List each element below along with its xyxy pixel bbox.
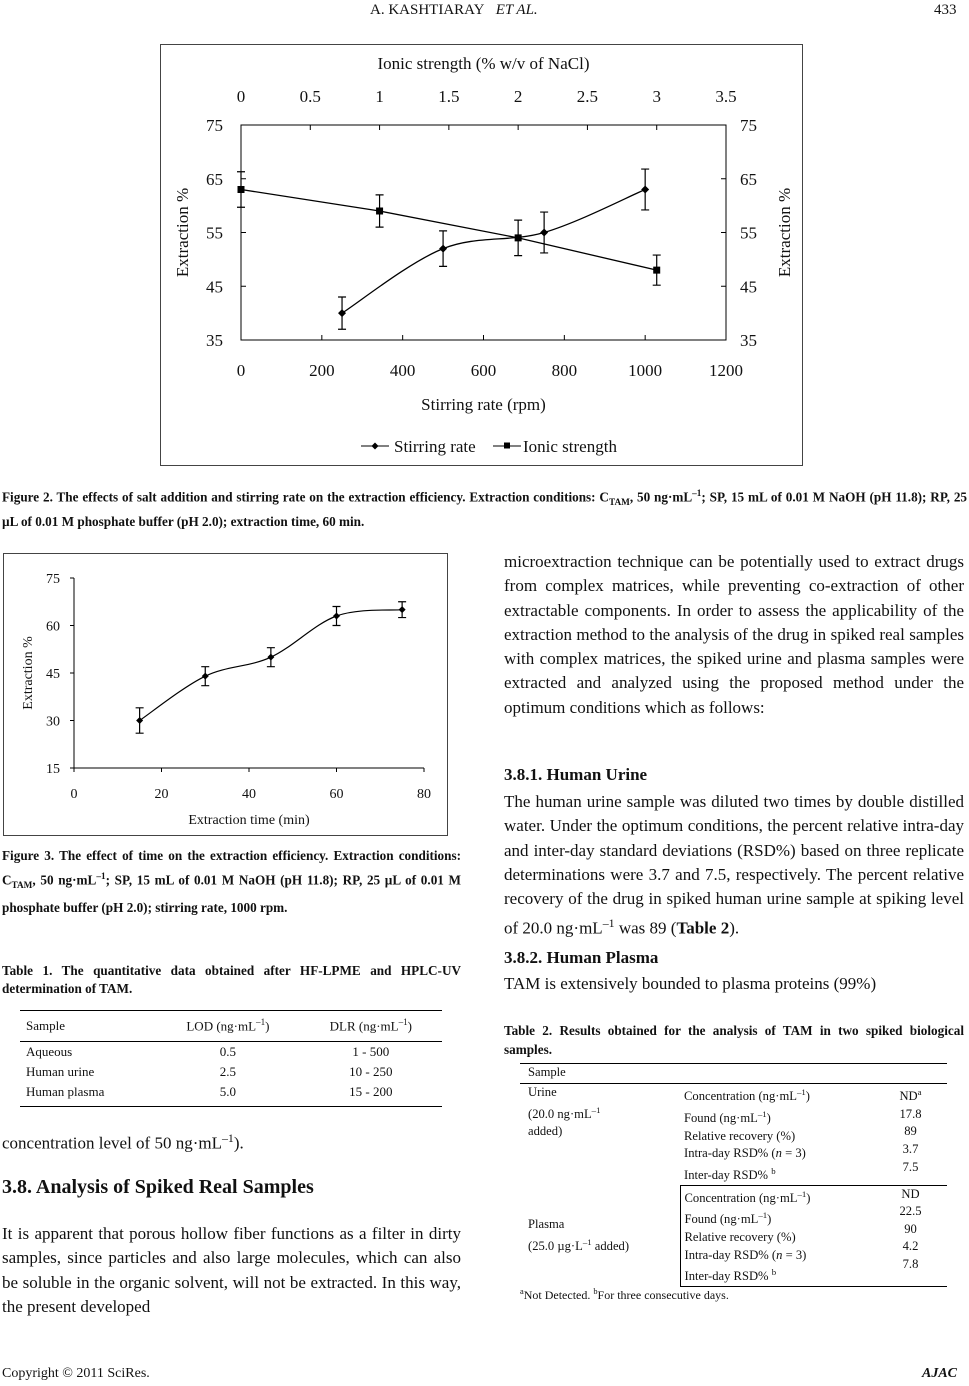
legend-label-ionic-strength: Ionic strength [523, 437, 617, 456]
table-cell: 1 - 500 [352, 1044, 390, 1059]
x-tick-label: 600 [470, 361, 497, 380]
table-2-body [520, 1084, 947, 1287]
table-cell: 10 - 250 [349, 1064, 393, 1079]
plasma-params-cell: Concentration $(ng\cdot mL^{-1})$ Found $(ng\cdot mL^{-1})$ Relative recovery (%) Intra-day RSD% (n = 3) Inter-day RSD% $^b$ [680, 1185, 874, 1287]
x-tick-label: 0 [236, 361, 246, 380]
top-tick-label: 2.5 [576, 87, 599, 106]
left-paragraph-2: It is apparent that porous hollow fiber functions as a filter in dirty samples, since particles and also large molecules, which can also be soluble in the organic solvent, will not be extracted. In this way, the present developed [2, 1224, 461, 1316]
table-2 [520, 1063, 947, 1303]
data-point-stirring-rate [540, 229, 548, 237]
y-left-tick-label: 75 [206, 116, 223, 135]
y-left-tick-label: 65 [206, 169, 223, 189]
top-axis-label: Ionic strength (% w/v of NaCl) [377, 54, 590, 73]
urine-params-cell: Concentration $(ng\cdot mL^{-1})$ Found $(ng\cdot mL^{-1})$ Relative recovery (%) Intra-day RSD% (n = 3) Inter-day RSD% $^b$ [684, 1087, 810, 1182]
urine-label-cell: Urine (20.0 $ng\cdot mL^{-1}$ added) [528, 1085, 601, 1139]
section-heading-3-8: 3.8. Analysis of Spiked Real Samples [2, 1176, 314, 1198]
x-tick-label: 400 [389, 361, 416, 380]
data-point-ionic-strength [515, 234, 522, 241]
table-cell: Human plasma [26, 1084, 105, 1099]
y-tick-label: 75 [46, 572, 60, 587]
data-point-stirring-rate [338, 309, 346, 317]
table-1-header-row [20, 1011, 442, 1042]
table-row [20, 1082, 442, 1107]
figure-2-frame [160, 44, 803, 466]
data-point-ionic-strength [653, 267, 660, 274]
top-tick-label: 0.5 [299, 87, 321, 106]
table-1 [20, 1010, 442, 1107]
figure-2-chart [161, 45, 802, 465]
table-cell: 0.5 [219, 1044, 237, 1059]
data-point [202, 673, 209, 680]
y-left-tick-label: 35 [206, 331, 223, 350]
x-tick-label: 1200 [709, 361, 743, 380]
table-row [20, 1062, 442, 1082]
x-tick-label: 800 [551, 361, 578, 380]
section-heading-3-8-1: 3.8.1. Human Urine [504, 765, 648, 784]
data-point-stirring-rate [641, 186, 649, 194]
y-tick-label: 30 [46, 714, 60, 730]
x-tick-label: 1000 [628, 361, 663, 380]
x-tick-label: 0 [70, 787, 78, 802]
figure-3-caption: Figure 3. The effect of time on the extraction efficiency. Extraction conditions: $C_{TAM}$, 50 $ng\cdot mL^{-1}$; SP, 15 mL of 0.01 M NaOH (pH 11.8); RP, 25 µL of 0.01 M phosphate buffer (pH 2.0); stirring rate, 1000 rpm. [2, 848, 461, 915]
y-left-axis-label: Extraction % [173, 187, 192, 278]
left-paragraph-1: concentration level of 50 $ng\cdot mL^{-1}$). [2, 1131, 244, 1153]
right-paragraph-2: The human urine sample was diluted two times by double distilled water. Under the optimum conditions, the percent relative intra-day and inter-day standard deviations (RSD%) based on three replicate determinations were 3.7 and 7.5, respectively. The percent relative recovery of the drug in spiked human urine sample at spiking level of 20.0 $ng\cdot mL^{-1}$ was 89 (Table 2). [504, 792, 964, 939]
running-header [370, 2, 538, 19]
footer-journal: AJAC [922, 1366, 958, 1381]
legend-marker-ionic-strength [504, 443, 510, 449]
y-tick-label: 60 [46, 619, 60, 635]
series-line-ionic-strength [241, 190, 657, 271]
table-1-caption: Table 1. The quantitative data obtained after HF-LPME and HPLC-UV determination of TAM. [2, 963, 461, 996]
x-tick-label: 80 [417, 787, 431, 802]
plasma-values-cell: ND 22.5 90 4.2 7.8 [874, 1185, 947, 1287]
y-right-axis-label: Extraction % [775, 187, 794, 278]
table-cell: Aqueous [26, 1044, 73, 1059]
y-left-tick-label: 55 [206, 223, 223, 243]
x-tick-label: 40 [242, 787, 256, 802]
y-right-tick-label: 65 [740, 169, 757, 189]
plot-area [241, 125, 726, 340]
table-cell: 2.5 [219, 1064, 237, 1079]
y-left-tick-label: 45 [206, 277, 223, 297]
table-2-plasma-block [520, 1185, 947, 1287]
table-1-header-sample: Sample [26, 1018, 65, 1033]
top-tick-label: 1 [375, 87, 384, 106]
plasma-label-cell: Plasma (25.0 $\mu g\cdot L^{-1}$ added) [528, 1217, 630, 1253]
y-right-tick-label: 75 [740, 116, 757, 135]
x-axis-label: Extraction time (min) [188, 813, 310, 828]
top-tick-label: 3.5 [715, 87, 737, 106]
data-point-ionic-strength [238, 186, 245, 193]
y-right-tick-label: 55 [740, 223, 757, 243]
y-tick-label: 15 [46, 762, 60, 777]
data-point [267, 654, 274, 661]
page-number: 433 [934, 2, 957, 18]
x-tick-label: 20 [154, 787, 169, 802]
right-paragraph-1: microextraction technique can be potentially used to extract drugs from complex matrices, while preventing co-extraction of other extractable components. In order to assess the applicability of the extraction method to the analysis of the drug in spiked real samples with complex matrices, the spiked urine and plasma samples were extracted and analyzed using the proposed method under the optimum conditions which as follows: [504, 552, 964, 717]
y-right-tick-label: 35 [740, 331, 757, 350]
footer-copyright: Copyright © 2011 SciRes. [2, 1366, 150, 1381]
top-tick-label: 0 [236, 87, 246, 106]
y-right-tick-label: 45 [740, 277, 757, 297]
table-2-caption: Table 2. Results obtained for the analysis of TAM in two spiked biological samples. [504, 1023, 964, 1057]
table-cell: 5.0 [219, 1084, 237, 1099]
header-et-al: ET AL. [495, 2, 538, 18]
y-tick-label: 45 [46, 667, 60, 682]
figure-2-caption: Figure 2. The effects of salt addition and stirring rate on the extraction efficiency. Extraction conditions: $C_{TAM}$, 50 $ng\cdot mL^{-1}$; SP, 15 mL of 0.01 M NaOH (pH 11.8); RP, 25 µL of 0.01 M phosphate buffer (pH 2.0); extraction time, 60 min. [2, 488, 968, 530]
series-line-stirring-rate [342, 190, 645, 314]
urine-values-cell: $ND^a$ 17.8 89 3.7 7.5 [899, 1087, 922, 1174]
right-paragraph-3: TAM is extensively bounded to plasma proteins (99%) [504, 974, 877, 993]
table-1-header-dlr: DLR $(ng\cdot mL^{-1})$ [329, 1017, 413, 1034]
table-row [20, 1042, 442, 1063]
top-tick-label: 2 [513, 87, 523, 106]
x-tick-label: 60 [329, 787, 344, 802]
legend-label-stirring-rate: Stirring rate [394, 437, 476, 456]
table-cell: 15 - 200 [349, 1084, 393, 1099]
data-point [399, 606, 406, 613]
y-axis-label: Extraction % [21, 636, 36, 710]
data-point-stirring-rate [439, 245, 447, 253]
legend-marker-stirring-rate [372, 443, 379, 450]
table-2-urine-block [520, 1084, 947, 1185]
table-1-header-lod: LOD $(ng\cdot mL^{-1})$ [186, 1017, 270, 1034]
figure-3-chart [4, 554, 447, 835]
data-point-ionic-strength [376, 208, 383, 215]
table-2-footnote: $^a$Not Detected. $^b$For three consecutive days. [520, 1287, 729, 1303]
top-tick-label: 3 [652, 87, 661, 106]
data-point [333, 613, 340, 620]
header-author: A. KASHTIARAY [370, 2, 485, 18]
top-tick-label: 1.5 [438, 87, 460, 106]
x-axis-label: Stirring rate (rpm) [421, 395, 546, 414]
figure-3-frame [3, 553, 448, 836]
section-heading-3-8-2: 3.8.2. Human Plasma [504, 948, 659, 967]
x-tick-label: 200 [309, 361, 335, 380]
table-cell: Human urine [26, 1064, 95, 1079]
table-2-header: Sample [520, 1063, 947, 1084]
